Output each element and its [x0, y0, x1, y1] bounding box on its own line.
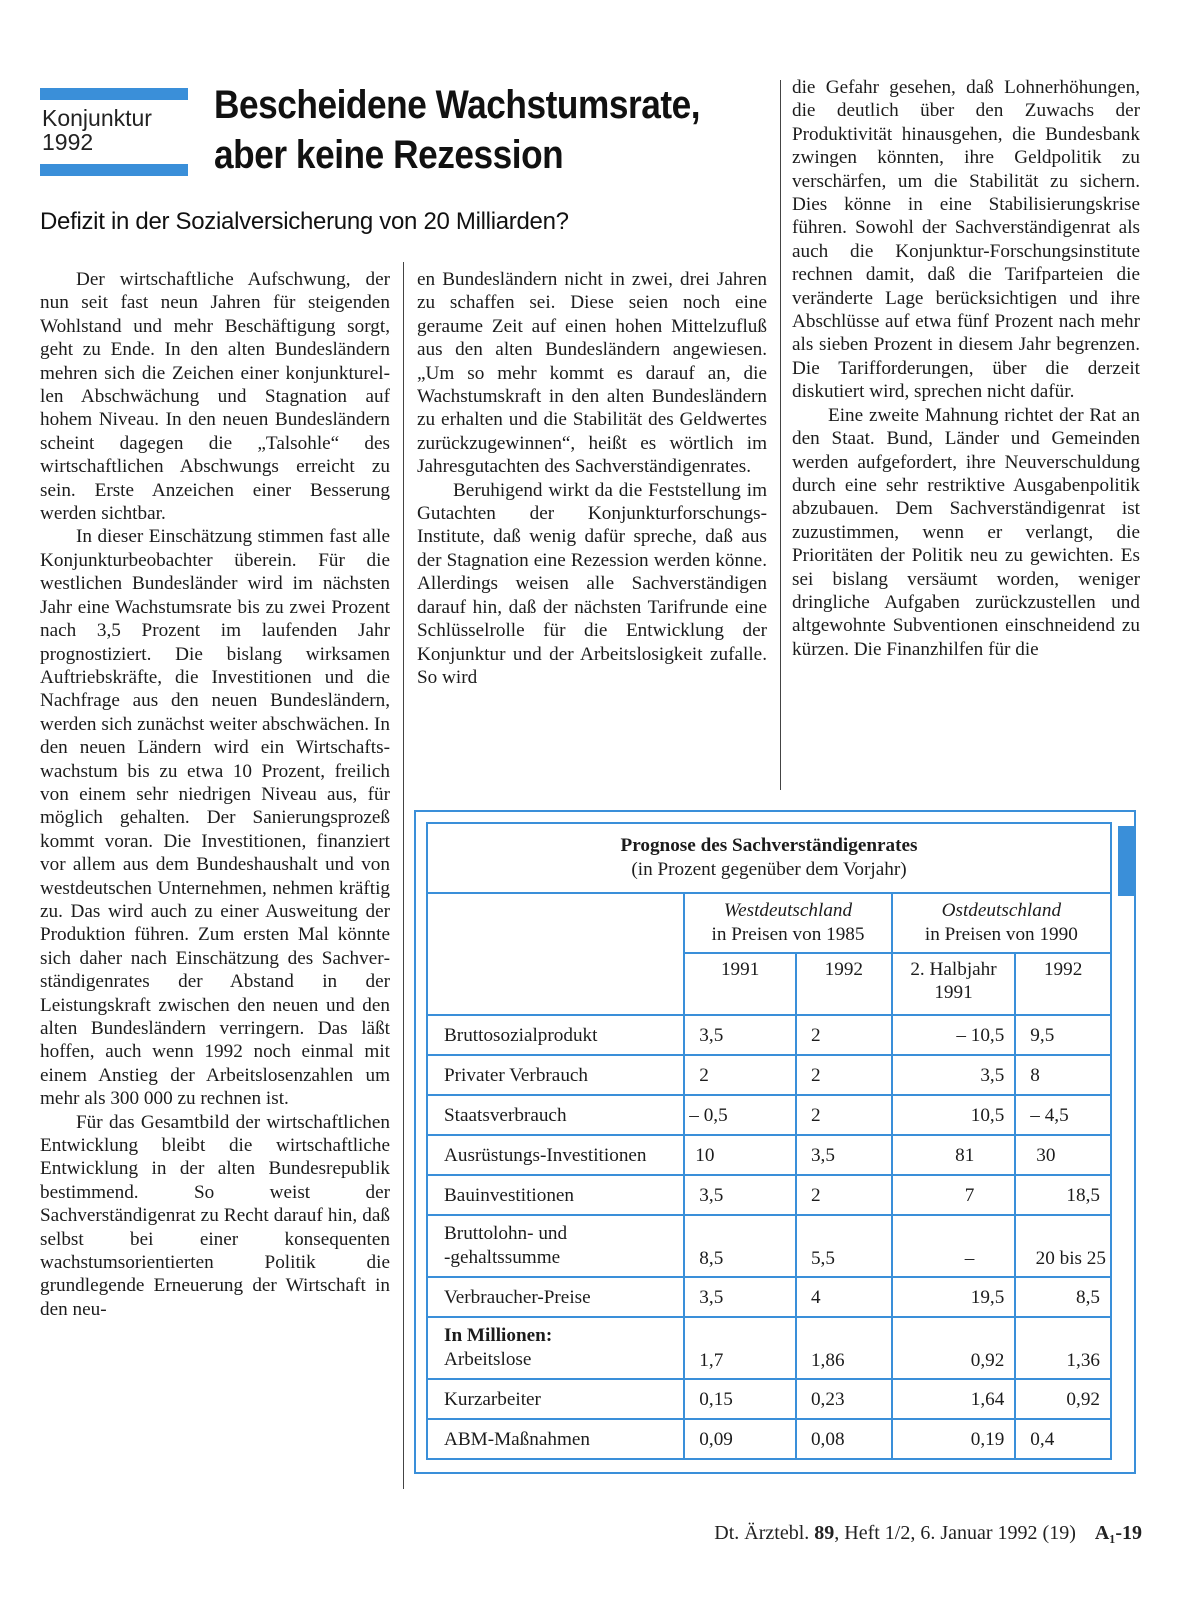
west-prices: in Preisen von 1985 [711, 924, 865, 945]
east-header [892, 893, 1111, 953]
cell-west-1991: – 0,5 [684, 1095, 796, 1135]
cell-west-1991: 3,5 [684, 1015, 796, 1055]
table-caption [427, 823, 1111, 893]
row-label: Staatsverbrauch [427, 1095, 684, 1135]
cell-west-1991: 3,5 [684, 1277, 796, 1317]
table-subtitle: (in Prozent gegenüber dem Vorjahr) [631, 859, 907, 880]
cell-east-1991: 10,5 [892, 1095, 1016, 1135]
row-label: Ausrüstungs-Investitionen [427, 1135, 684, 1175]
cell-east-1991: 0,92 [892, 1317, 1016, 1379]
cell-west-1991: 2 [684, 1055, 796, 1095]
cell-east-1992: 30 [1015, 1135, 1111, 1175]
table-row [427, 1317, 1111, 1379]
west-name: Westdeutschland [723, 900, 853, 921]
table-row [427, 1419, 1111, 1459]
journal-name: Dt. Ärztebl. [714, 1522, 810, 1544]
cell-east-1991: – [892, 1215, 1016, 1277]
cell-west-1992: 2 [796, 1015, 892, 1055]
year-header: 1992 [796, 953, 892, 1015]
cell-west-1991: 0,15 [684, 1379, 796, 1419]
cell-west-1992: 3,5 [796, 1135, 892, 1175]
year-header-line-2: 1991 [934, 982, 973, 1003]
cell-west-1992: 0,23 [796, 1379, 892, 1419]
paragraph: Der wirtschaftliche Aufschwung, der nun seit fast neun Jahren für steigenden Wohlstand und mehr Beschäftigung sorgt, geht zu Ende. In den alten Bundesländern mehren sich die Zeichen einer konjunkturellen Abschwächung und Stagnation auf hohem Niveau. In den neuen Bundesländern scheint dagegen die „Talsohle“ des wirtschaftlichen Abschwungs erreicht zu sein. Erste Anzeichen einer Besserung werden sichtbar. [40, 269, 390, 525]
kicker-line-1: Konjunktur [42, 105, 152, 131]
table-row [427, 1175, 1111, 1215]
article-column-2 [417, 268, 767, 788]
journal-issue: , Heft 1/2, 6. Januar 1992 (19) [834, 1522, 1076, 1544]
cell-east-1992: 1,36 [1015, 1317, 1111, 1379]
cell-east-1992: 20 bis 25 [1015, 1215, 1111, 1277]
cell-east-1992: 8,5 [1015, 1277, 1111, 1317]
row-label-line-1: In Millionen: [444, 1325, 553, 1346]
cell-east-1992: 0,92 [1015, 1379, 1111, 1419]
row-label [427, 1215, 684, 1277]
table-row [427, 1135, 1111, 1175]
paragraph: die Gefahr gesehen, daß Lohnerhöhungen, die deutlich über den Zuwachs der Produktivität hinausgehen, die Bundesbank zwingen könnten, ihre Geldpolitik zu verschärfen, um die Stabilität zu sichern. Dies könne in eine Stabilisierungskrise führen. Sowohl der Sachverständigenrat als auch die Konjunktur-Forschungsinstitute rechnen damit, daß die Tarifparteien die veränderte Lage berücksichtigen und ihre Abschlüsse auf etwa fünf Prozent nach mehr als sieben Prozent in diesem Jahr begrenzen. Die Tarifforderungen, über die derzeit diskutiert wird, sprechen nicht dafür. [792, 77, 1140, 403]
table-row [427, 1055, 1111, 1095]
cell-west-1992: 4 [796, 1277, 892, 1317]
paragraph: Für das Gesamtbild der wirtschaftlichen Entwicklung bleibt die wirtschaftliche Entwicklung in der alten Bundesrepublik bestimmend. So weist der Sachverständigenrat zu Recht darauf hin, daß selbst bei einer konsequenten wachstumsorientierten Politik die grundlegende Erneuerung der Wirtschaft in den neu- [40, 1111, 390, 1320]
cell-west-1991: 0,09 [684, 1419, 796, 1459]
column-divider [780, 80, 781, 790]
cell-west-1992: 1,86 [796, 1317, 892, 1379]
kicker-bar-top [40, 88, 188, 100]
cell-east-1991: 19,5 [892, 1277, 1016, 1317]
cell-east-1992: – 4,5 [1015, 1095, 1111, 1135]
table-corner [427, 893, 684, 1015]
article-column-1 [40, 268, 390, 1486]
cell-west-1992: 2 [796, 1175, 892, 1215]
row-label-line-2: Arbeitslose [444, 1349, 532, 1370]
column-divider [403, 262, 404, 1489]
cell-west-1991: 3,5 [684, 1175, 796, 1215]
page-number: A₁-19 [1094, 1522, 1142, 1544]
row-label: Verbraucher-Preise [427, 1277, 684, 1317]
row-label: Bauinvestitionen [427, 1175, 684, 1215]
table-row [427, 1277, 1111, 1317]
headline-line-1: Bescheidene Wachstumsrate, [214, 83, 701, 127]
year-header [892, 953, 1016, 1015]
east-name: Ostdeutschland [941, 900, 1062, 921]
paragraph: en Bundesländern nicht in zwei, drei Jahren zu schaffen sei. Diese seien noch eine geraume Zeit auf einen hohen Mittelzufluß aus den alten Bundesländern angewiesen. „Um so mehr kommt es darauf an, die Wachstumskraft in den alten Bundesländern zu erhalten und die Stabilität des Geldwertes zurückzugewinnen“, heißt es wörtlich im Jahresgutachten des Sachverständigenrates. [417, 269, 767, 478]
kicker-line-2: 1992 [42, 129, 94, 155]
cell-west-1991: 10 [684, 1135, 796, 1175]
paragraph: Beruhigend wirkt da die Feststellung im Gutachten der Konjunkturforschungs-Institute, daß wenig dafür spreche, daß aus der Stagnation eine Rezession werden könne. Allerdings weisen alle Sachverständigen darauf hin, daß der nächsten Tarifrunde eine Schlüsselrolle für die Entwicklung der Konjunktur und der Arbeitslosigkeit zufalle. So wird [417, 479, 767, 688]
cell-east-1991: 1,64 [892, 1379, 1016, 1419]
year-header: 1992 [1015, 953, 1111, 1015]
subheadline: Defizit in der Sozialversicherung von 20 Milliarden? [40, 208, 569, 235]
row-label: ABM-Maßnahmen [427, 1419, 684, 1459]
cell-west-1991: 1,7 [684, 1317, 796, 1379]
cell-west-1992: 2 [796, 1095, 892, 1135]
cell-east-1991: – 10,5 [892, 1015, 1016, 1055]
cell-east-1991: 7 [892, 1175, 1016, 1215]
kicker-bar-bottom [40, 164, 188, 176]
year-header-line-1: 2. Halbjahr [910, 959, 997, 980]
headline-line-2: aber keine Rezession [214, 133, 564, 177]
journal-volume: 89 [814, 1522, 835, 1544]
kicker-text [40, 100, 188, 158]
cell-east-1991: 81 [892, 1135, 1016, 1175]
forecast-table [426, 822, 1112, 1460]
table-row [427, 1215, 1111, 1277]
cell-east-1991: 0,19 [892, 1419, 1016, 1459]
paragraph: In dieser Einschätzung stimmen fast alle Konjunkturbeobachter überein. Für die westlichen Bundesländer wird im nächsten Jahr eine Wachstumsrate bis zu zwei Prozent nach 3,5 Prozent im laufenden Jahr prognostiziert. Die bislang wirksamen Auftriebskräfte, die Investitionen und die Nachfrage aus den neuen Bundesländern, werden sich zunächst weiter abschwächen. In den neuen Ländern wird ein Wirtschaftswachstum bis zu etwa 10 Prozent, freilich von einem sehr niedrigen Niveau aus, für möglich gehalten. Der Sanierungsprozeß kommt voran. Die Investitionen, finanziert vor allem aus dem Bundeshaushalt und von westdeutschen Unternehmen, nehmen kräftig zu. Das wird auch zu einer Ausweitung der Produktion führen. Zum ersten Mal könnte sich daher nach Einschätzung des Sachverständigenrates der Abstand in der Leistungskraft zwischen den neuen und den alten Bundesländern verringern. Das läßt hoffen, auch wenn 1992 noch einmal mit einem Anstieg der Arbeitslosenzahlen um mehr als 300 000 zu rechnen ist. [40, 526, 390, 1110]
paragraph: Eine zweite Mahnung richtet der Rat an den Staat. Bund, Länder und Gemeinden werden aufgefordert, ihre Neuverschuldung durch eine sehr restriktive Ausgabenpolitik abzubauen. Dem Sachverständigenrat ist zuzustimmen, wenn er verlangt, die Prioritäten der Politik neu zu gewichten. Es sei bislang versäumt worden, weniger dringliche Aufgaben zurückzustellen und altgewohnte Subventionen einschneidend zu kürzen. Die Finanzhilfen für die [792, 404, 1140, 660]
headline [214, 80, 707, 180]
table-title: Prognose des Sachverständigenrates [620, 835, 918, 856]
cell-west-1991: 8,5 [684, 1215, 796, 1277]
cell-east-1992: 18,5 [1015, 1175, 1111, 1215]
cell-west-1992: 0,08 [796, 1419, 892, 1459]
row-label-line-2: -gehaltssumme [444, 1247, 561, 1268]
page-footer [714, 1522, 1142, 1545]
cell-west-1992: 5,5 [796, 1215, 892, 1277]
cell-west-1992: 2 [796, 1055, 892, 1095]
west-header [684, 893, 891, 953]
year-header: 1991 [684, 953, 796, 1015]
table-row [427, 1379, 1111, 1419]
row-label: Kurzarbeiter [427, 1379, 684, 1419]
section-kicker [40, 88, 188, 176]
decorative-stripe [1118, 826, 1134, 896]
table-row [427, 1015, 1111, 1055]
cell-east-1991: 3,5 [892, 1055, 1016, 1095]
row-label-line-1: Bruttolohn- und [444, 1223, 568, 1244]
forecast-table-box [414, 810, 1136, 1474]
east-prices: in Preisen von 1990 [924, 924, 1078, 945]
table-row [427, 1095, 1111, 1135]
article-column-3 [792, 76, 1140, 788]
row-label: Privater Verbrauch [427, 1055, 684, 1095]
cell-east-1992: 0,4 [1015, 1419, 1111, 1459]
row-label: Bruttosozialprodukt [427, 1015, 684, 1055]
cell-east-1992: 8 [1015, 1055, 1111, 1095]
row-label [427, 1317, 684, 1379]
cell-east-1992: 9,5 [1015, 1015, 1111, 1055]
